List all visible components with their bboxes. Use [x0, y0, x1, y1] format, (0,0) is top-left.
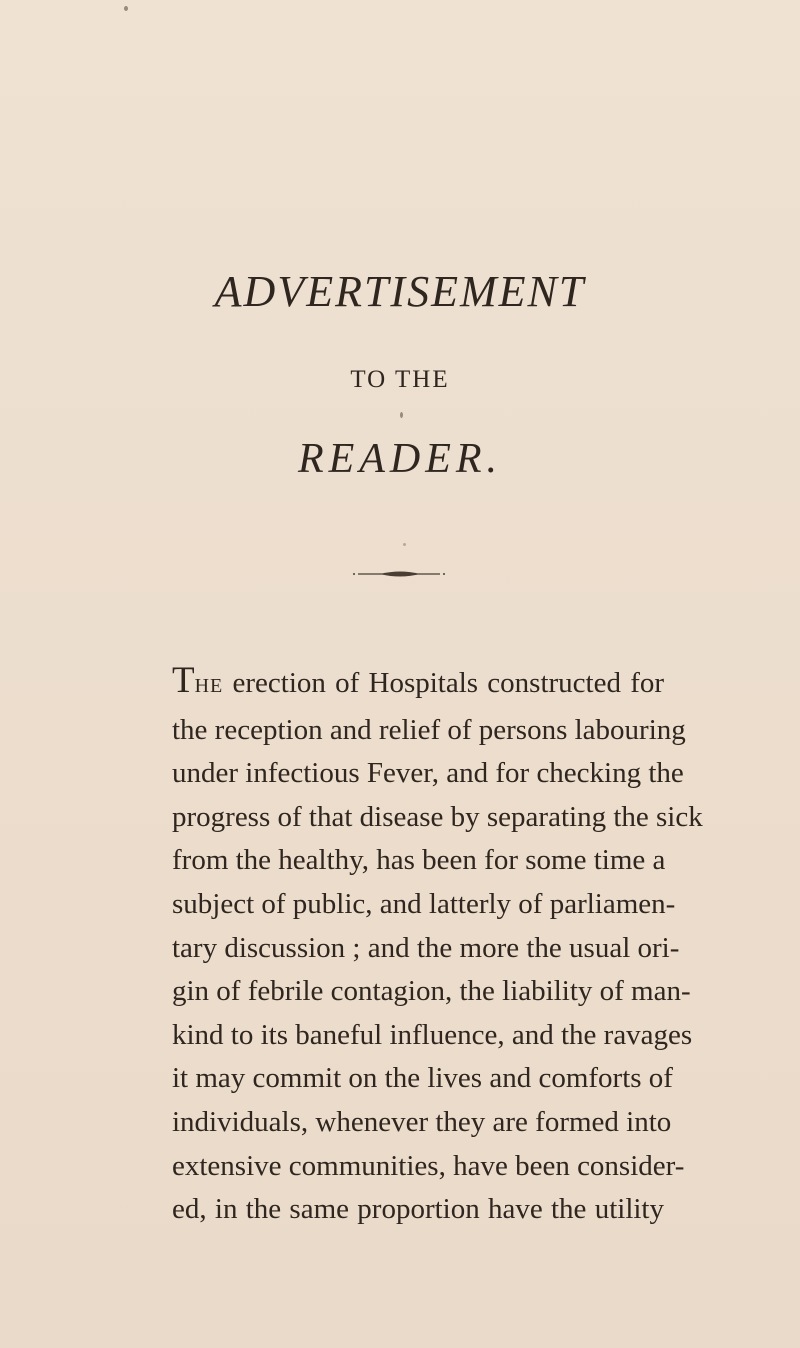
- paper-blemish: [403, 543, 406, 546]
- body-line-4: progress of that disease by separating the sick: [172, 800, 703, 833]
- page-subtitle: TO THE: [350, 366, 450, 393]
- body-line-6: subject of public, and latterly of parliamen-: [172, 887, 676, 920]
- body-line-9: kind to its baneful influence, and the ravages: [172, 1018, 693, 1051]
- drop-cap-small-caps: HE: [194, 675, 224, 697]
- body-line-text: erection of Hospitals constructed for: [232, 667, 665, 699]
- page-subheading-reader: READER.: [297, 436, 503, 482]
- body-line-11: individuals, whenever they are formed into: [172, 1105, 672, 1138]
- body-line-2: the reception and relief of persons labouring: [172, 713, 686, 746]
- body-line-10: it may commit on the lives and comforts of: [172, 1062, 673, 1095]
- paper-blemish: [124, 6, 128, 11]
- printers-rule-ornament: [0, 568, 800, 580]
- body-line-1: [172, 662, 664, 709]
- body-line-12: extensive communities, have been consider-: [172, 1149, 685, 1182]
- page-title: ADVERTISEMENT: [214, 267, 586, 316]
- drop-cap: T: [172, 660, 195, 701]
- body-line-8: gin of febrile contagion, the liability of man-: [172, 975, 691, 1008]
- body-line-5: from the healthy, has been for some time a: [172, 844, 666, 877]
- paper-blemish: [400, 412, 403, 418]
- advertisement-body: [172, 660, 703, 1232]
- body-line-7: tary discussion ; and the more the usual ori-: [172, 931, 680, 964]
- body-line-3: under infectious Fever, and for checking the: [172, 757, 684, 790]
- body-line-13: ed, in the same proportion have the utility: [172, 1193, 664, 1226]
